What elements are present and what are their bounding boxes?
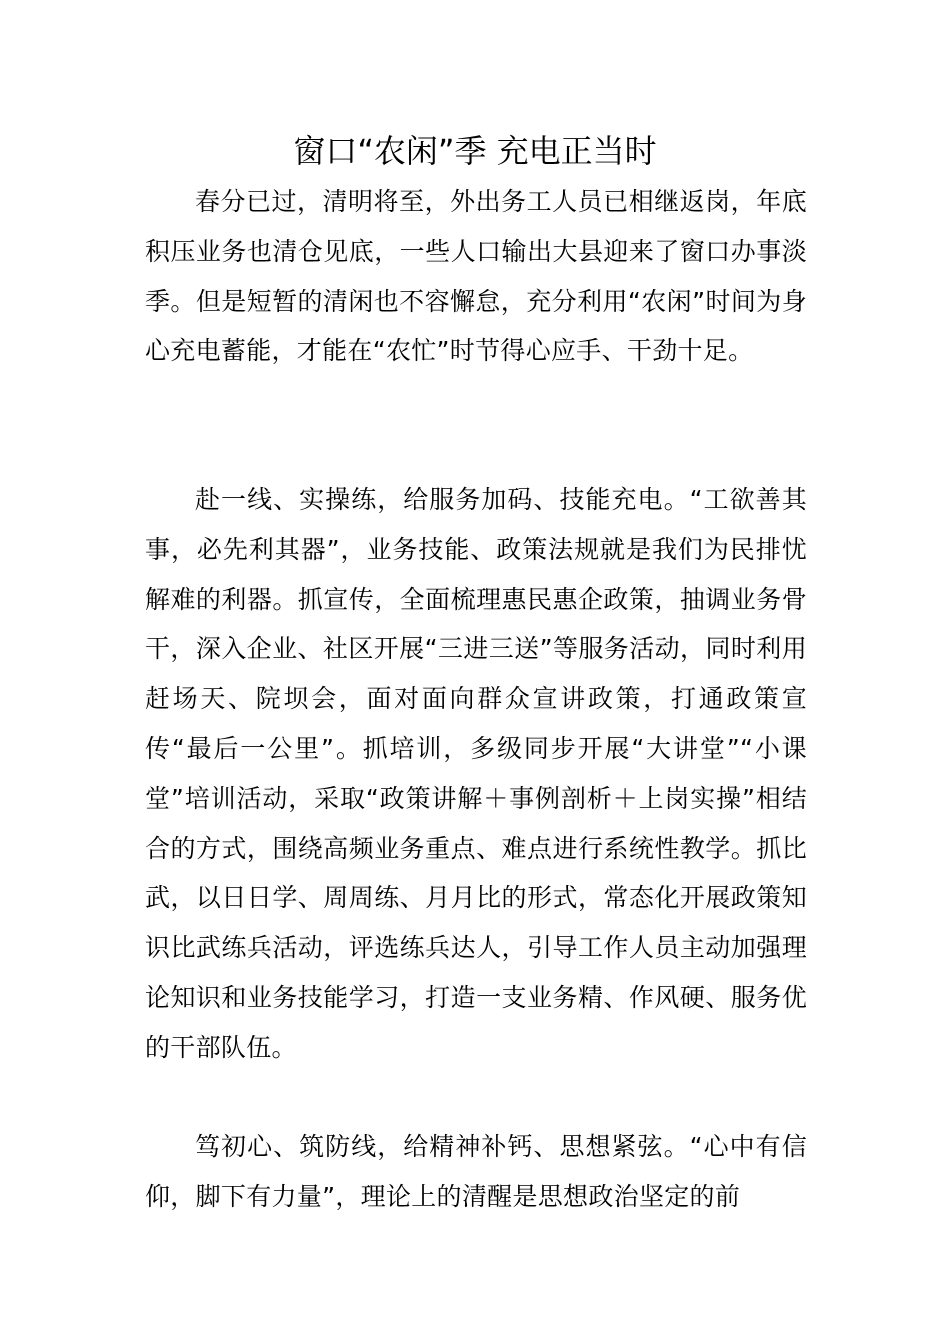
paragraph-3: 笃初心、筑防线，给精神补钙、思想紧弦。“心中有信仰，脚下有力量”，理论上的清醒是思想政治坚定的前 (145, 1132, 807, 1211)
paragraph-1: 春分已过，清明将至，外出务工人员已相继返岗，年底积压业务也清仓见底，一些人口输出大县迎来了窗口办事淡季。但是短暂的清闲也不容懈怠，充分利用“农闲”时间为身心充电蓄能，才能在“农忙”时节得心应手、干劲十足。 (145, 187, 807, 366)
paragraph-2: 赴一线、实操练，给服务加码、技能充电。“工欲善其事，必先利其器”，业务技能、政策法规就是我们为民排忧解难的利器。抓宣传，全面梳理惠民惠企政策，抽调业务骨干，深入企业、社区开展“三进三送”等服务活动，同时利用赶场天、院坝会，面对面向群众宣讲政策，打通政策宣传“最后一公里”。抓培训，多级同步开展“大讲堂”“小课堂”培训活动，采取“政策讲解＋事例剖析＋上岗实操”相结合的方式，围绕高频业务重点、难点进行系统性教学。抓比武，以日日学、周周练、月月比的形式，常态化开展政策知识比武练兵活动，评选练兵达人，引导工作人员主动加强理论知识和业务技能学习，打造一支业务精、作风硬、服务优的干部队伍。 (145, 485, 807, 1062)
document-title: 窗口“农闲”季 充电正当时 (293, 132, 657, 170)
